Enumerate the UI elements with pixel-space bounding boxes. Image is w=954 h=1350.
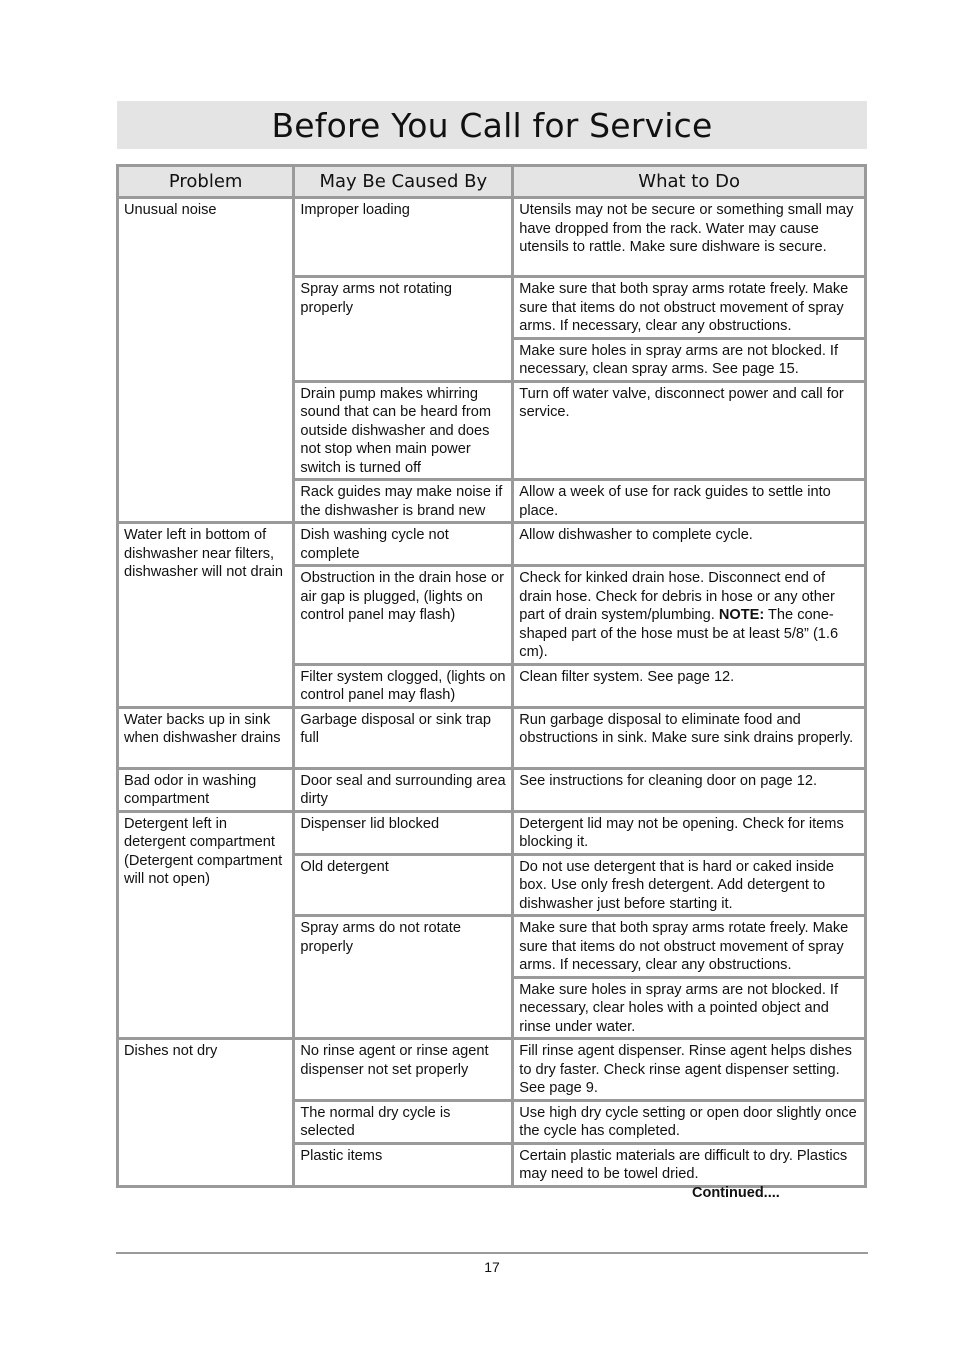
- cause-cell: Dish washing cycle not complete: [294, 523, 513, 566]
- problem-cell: Bad odor in washing compartment: [118, 768, 294, 811]
- cause-cell: The normal dry cycle is selected: [294, 1100, 513, 1143]
- action-cell: Detergent lid may not be opening. Check for items blocking it.: [513, 811, 866, 854]
- page-number: 17: [484, 1259, 500, 1275]
- header-cause: May Be Caused By: [294, 166, 513, 198]
- problem-cell: Water backs up in sink when dishwasher drains: [118, 707, 294, 768]
- note-text: The cone-shaped part of the hose must be at least 5/8” (1.6 cm).: [519, 607, 839, 660]
- action-cell: Use high dry cycle setting or open door slightly once the cycle has completed.: [513, 1100, 866, 1143]
- action-cell: Make sure holes in spray arms are not blocked. If necessary, clean spray arms. See page 15.: [513, 338, 866, 381]
- cause-cell: Drain pump makes whirring sound that can be heard from outside dishwasher and does not stop when main power switch is turned off: [294, 381, 513, 480]
- problem-cell: Water left in bottom of dishwasher near filters, dishwasher will not drain: [118, 523, 294, 708]
- table-row: [118, 707, 866, 768]
- page-title: Before You Call for Service: [117, 101, 867, 149]
- action-cell: Make sure that both spray arms rotate freely. Make sure that items do not obstruct movement of spray arms. If necessary, clear any obstructions.: [513, 916, 866, 978]
- note-label: NOTE:: [718, 607, 765, 623]
- cause-cell: Improper loading: [294, 198, 513, 277]
- problem-cell: Dishes not dry: [118, 1039, 294, 1187]
- table-row: [118, 811, 866, 854]
- action-cell: Allow dishwasher to complete cycle.: [513, 523, 866, 566]
- cause-cell: Obstruction in the drain hose or air gap is plugged, (lights on control panel may flash): [294, 566, 513, 665]
- action-text: Check for kinked drain hose. Disconnect end of drain hose. Check for debris in hose or any other part of drain system/plumbing.: [519, 570, 835, 623]
- action-cell: Run garbage disposal to eliminate food and obstructions in sink. Make sure sink drains properly.: [513, 707, 866, 768]
- table-row: [118, 198, 866, 277]
- action-cell: Utensils may not be secure or something small may have dropped from the rack. Water may cause utensils to rattle. Make sure dishware is secure.: [513, 198, 866, 277]
- action-cell: Clean filter system. See page 12.: [513, 664, 866, 707]
- action-cell: [513, 566, 866, 665]
- cause-cell: Filter system clogged, (lights on control panel may flash): [294, 664, 513, 707]
- cause-cell: Spray arms do not rotate properly: [294, 916, 513, 1039]
- action-cell: Fill rinse agent dispenser. Rinse agent helps dishes to dry faster. Check rinse agent dispenser setting. See page 9.: [513, 1039, 866, 1101]
- cause-cell: Plastic items: [294, 1143, 513, 1186]
- table-row: [118, 1039, 866, 1101]
- cause-cell: Garbage disposal or sink trap full: [294, 707, 513, 768]
- problem-cell: Unusual noise: [118, 198, 294, 523]
- action-cell: Make sure holes in spray arms are not blocked. If necessary, clear holes with a pointed object and rinse under water.: [513, 977, 866, 1039]
- cause-cell: No rinse agent or rinse agent dispenser not set properly: [294, 1039, 513, 1101]
- troubleshooting-table: [116, 164, 867, 1188]
- cause-cell: Rack guides may make noise if the dishwasher is brand new: [294, 480, 513, 523]
- header-problem: Problem: [118, 166, 294, 198]
- table-header-row: [118, 166, 866, 198]
- footer-divider: [116, 1252, 868, 1254]
- header-action: What to Do: [513, 166, 866, 198]
- table-row: [118, 523, 866, 566]
- troubleshooting-table-container: [116, 164, 867, 1188]
- action-cell: Allow a week of use for rack guides to settle into place.: [513, 480, 866, 523]
- cause-cell: Dispenser lid blocked: [294, 811, 513, 854]
- action-cell: Make sure that both spray arms rotate freely. Make sure that items do not obstruct movement of spray arms. If necessary, clear any obstructions.: [513, 277, 866, 339]
- action-cell: Certain plastic materials are difficult to dry. Plastics may need to be towel dried.: [513, 1143, 866, 1186]
- action-cell: Turn off water valve, disconnect power and call for service.: [513, 381, 866, 480]
- problem-cell: Detergent left in detergent compartment (Detergent compartment will not open): [118, 811, 294, 1039]
- cause-cell: Spray arms not rotating properly: [294, 277, 513, 382]
- cause-cell: Old detergent: [294, 854, 513, 916]
- cause-cell: Door seal and surrounding area dirty: [294, 768, 513, 811]
- table-row: [118, 768, 866, 811]
- action-cell: See instructions for cleaning door on page 12.: [513, 768, 866, 811]
- continued-note: Continued....: [692, 1185, 780, 1201]
- action-cell: Do not use detergent that is hard or caked inside box. Use only fresh detergent. Add detergent to dishwasher just before starting it.: [513, 854, 866, 916]
